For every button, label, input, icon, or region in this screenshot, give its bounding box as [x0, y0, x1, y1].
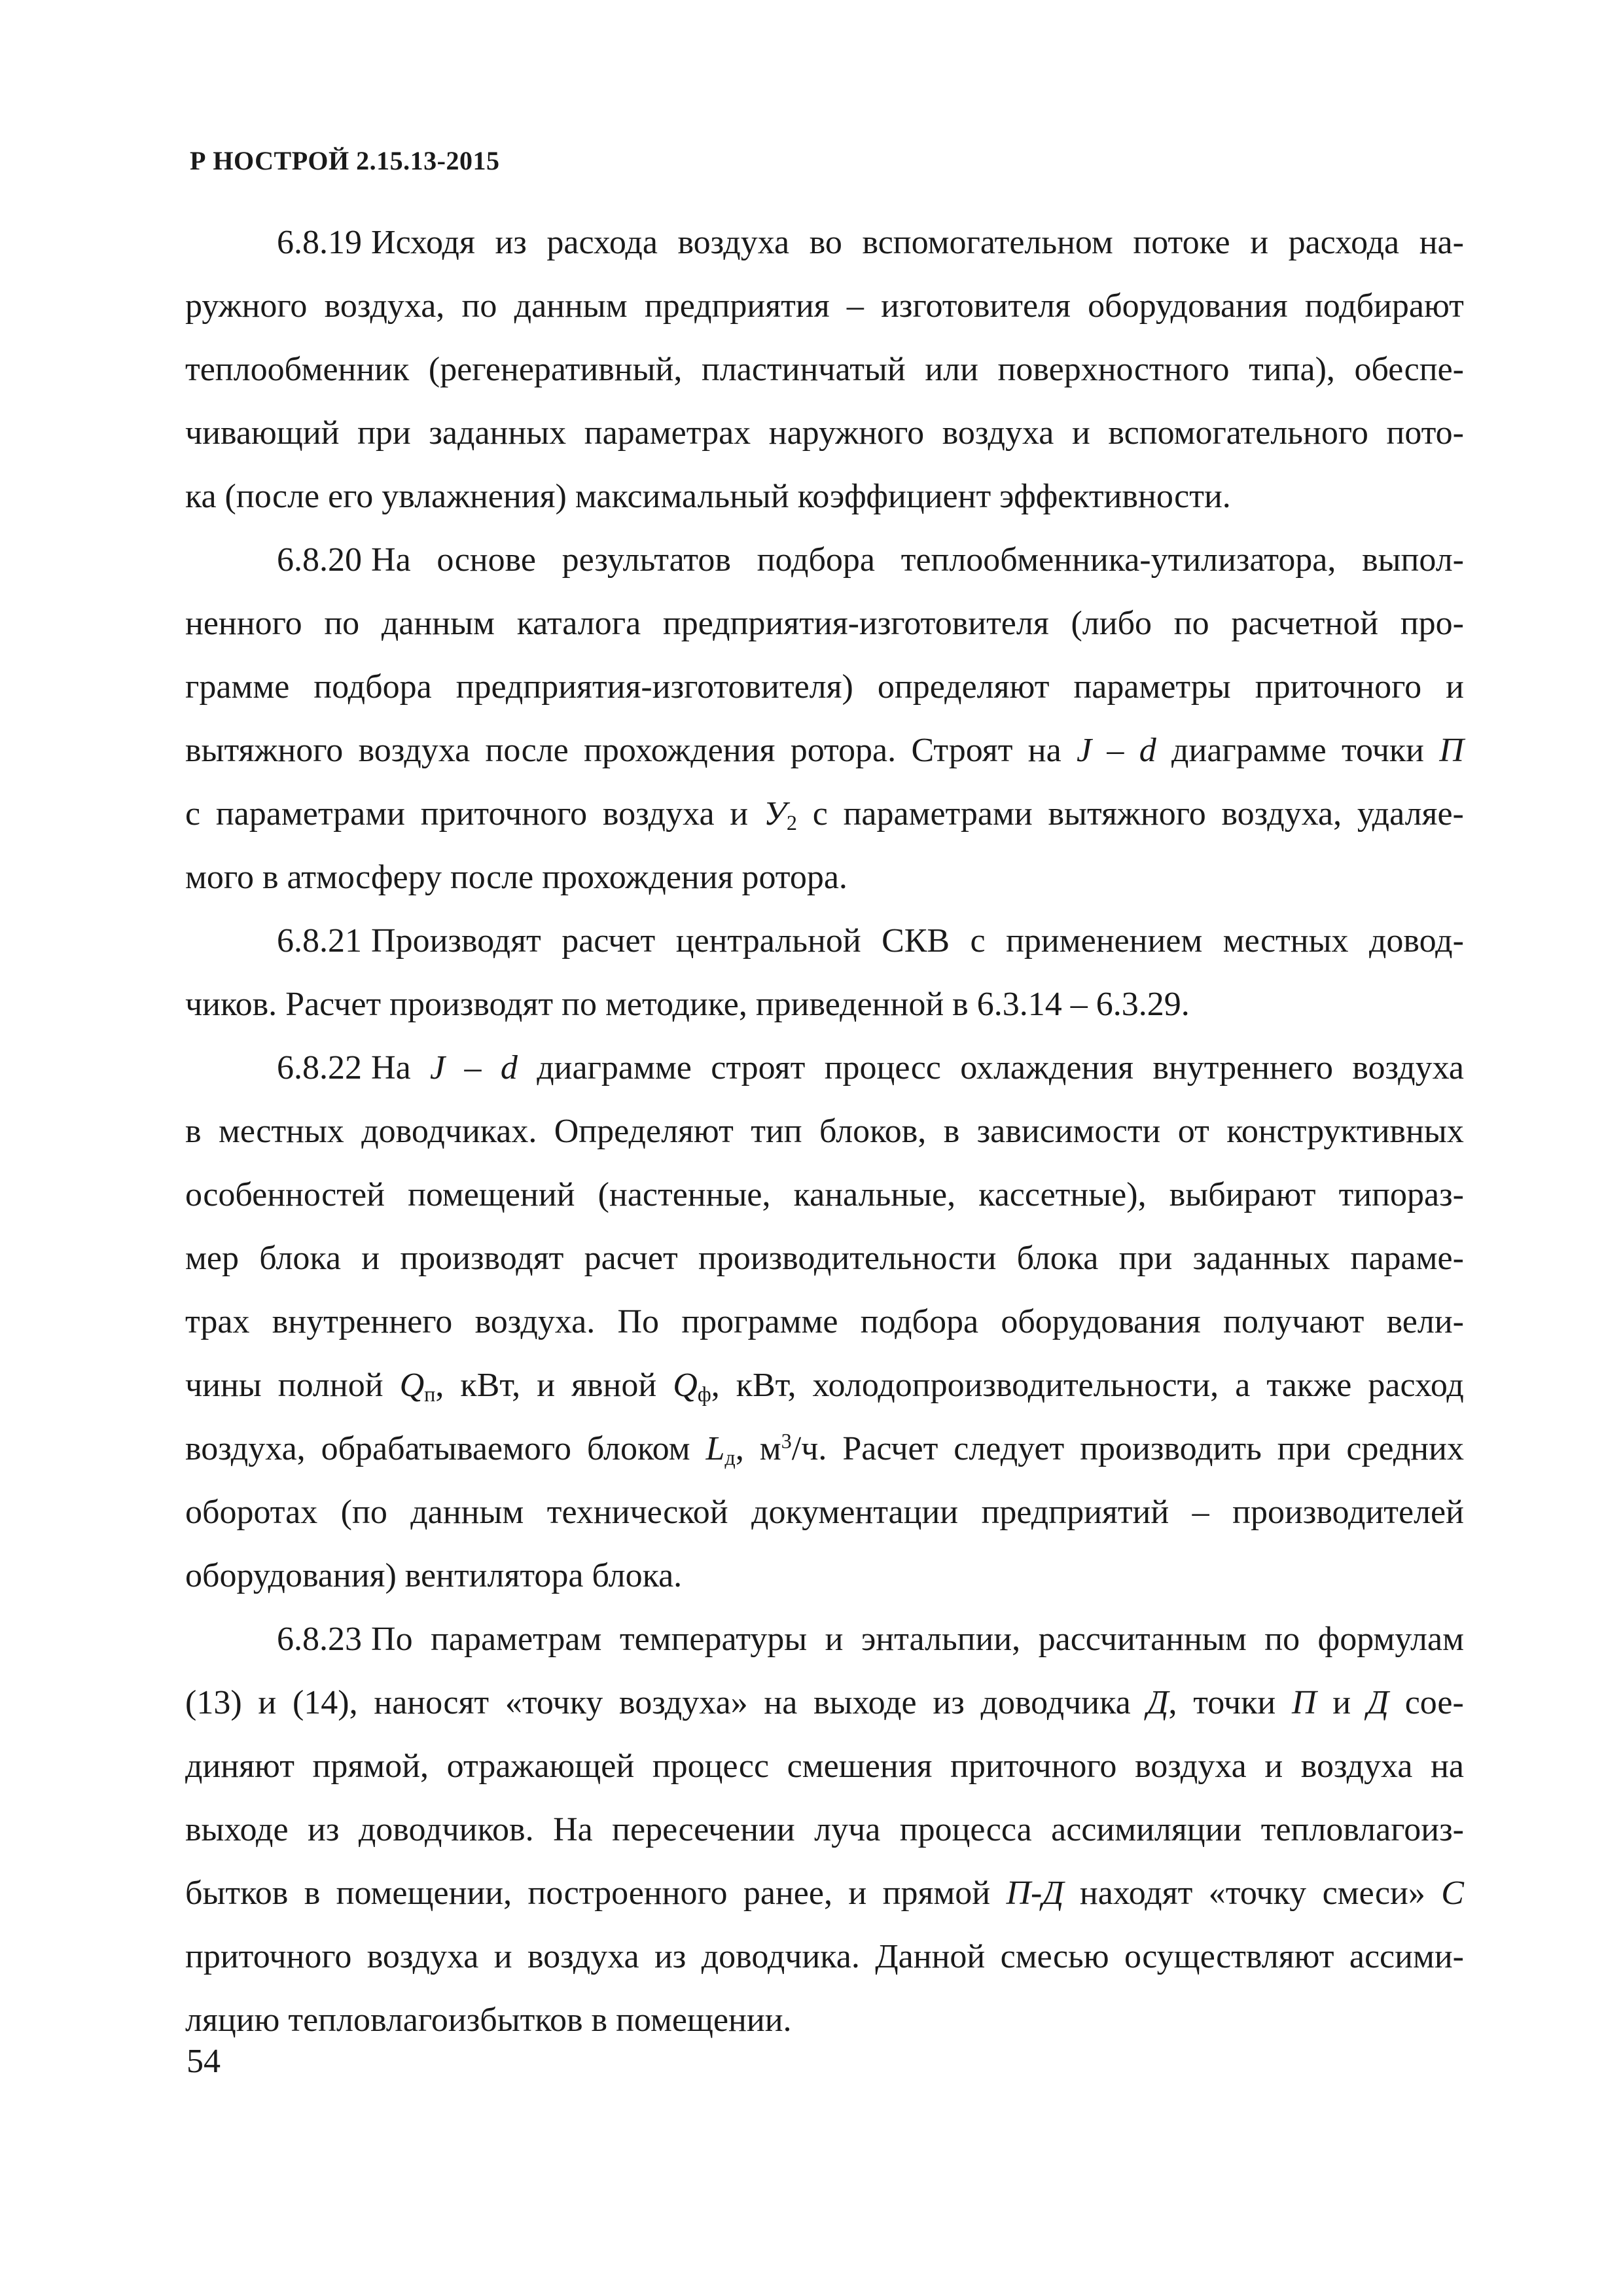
- line-text: мер блока и производят расчет производительности блока при заданных параме-: [185, 1240, 1464, 1277]
- line-text: ненного по данным каталога предприятия-изготовителя (либо по расчетной про-: [185, 605, 1464, 642]
- line-text: в местных доводчиках. Определяют тип блоков, в зависимости от конструктивных: [185, 1113, 1464, 1150]
- line-text: Производят расчет центральной СКВ с применением местных довод-: [371, 922, 1464, 960]
- document-body: [185, 211, 1464, 2052]
- section-number: 6.8.19: [277, 224, 362, 261]
- text-line: [185, 1798, 1464, 1861]
- line-text: (13) и (14), наносят «точку воздуха» на выходе из доводчика Д, точки П и Д сое-: [185, 1684, 1464, 1721]
- line-text: ляцию тепловлагоизбытков в помещении.: [185, 2001, 792, 2039]
- paragraph-6-8-22: [185, 1036, 1464, 1607]
- line-text: оборудования) вентилятора блока.: [185, 1557, 683, 1594]
- text-line: [185, 1607, 1464, 1671]
- text-line: [185, 338, 1464, 401]
- text-line: [185, 1100, 1464, 1163]
- line-text: оборотах (по данным технической документации предприятий – производителей: [185, 1494, 1464, 1531]
- line-text: ружного воздуха, по данным предприятия – изготовителя оборудования подбирают: [185, 287, 1464, 325]
- text-line: [185, 719, 1464, 782]
- text-line: [185, 274, 1464, 338]
- line-text: На J – d диаграмме строят процесс охлаждения внутреннего воздуха: [371, 1049, 1464, 1086]
- text-line: [185, 1480, 1464, 1544]
- line-text: ка (после его увлажнения) максимальный коэффициент эффективности.: [185, 478, 1231, 515]
- text-line: [185, 1988, 1464, 2052]
- line-text: особенностей помещений (настенные, канальные, кассетные), выбирают типораз-: [185, 1176, 1464, 1213]
- line-text: трах внутреннего воздуха. По программе подбора оборудования получают вели-: [185, 1303, 1464, 1340]
- paragraph-6-8-20: [185, 528, 1464, 909]
- section-number: 6.8.23: [277, 1621, 362, 1658]
- line-text: По параметрам температуры и энтальпии, рассчитанным по формулам: [371, 1621, 1464, 1658]
- text-line: [185, 1925, 1464, 1988]
- line-text: диняют прямой, отражающей процесс смешения приточного воздуха и воздуха на: [185, 1748, 1464, 1785]
- text-line: [185, 528, 1464, 592]
- paragraph-6-8-23: [185, 1607, 1464, 2052]
- line-text: приточного воздуха и воздуха из доводчика. Данной смесью осуществляют ассими-: [185, 1938, 1464, 1975]
- text-line: [185, 1163, 1464, 1227]
- text-line: [185, 1544, 1464, 1607]
- line-text: воздуха, обрабатываемого блоком $L_д$, $м^3/ч$. Расчет следует производить при средних: [185, 1429, 1464, 1470]
- text-line: [185, 1290, 1464, 1354]
- text-line: [185, 465, 1464, 528]
- line-text: бытков в помещении, построенного ранее, и прямой П-Д находят «точку смеси» С: [185, 1874, 1464, 1912]
- line-text: чивающий при заданных параметрах наружного воздуха и вспомогательного пото-: [185, 414, 1464, 452]
- text-line: [185, 401, 1464, 465]
- line-text: мого в атмосферу после прохождения ротора.: [185, 859, 847, 896]
- section-number: 6.8.21: [277, 922, 362, 960]
- text-line: [185, 1036, 1464, 1100]
- text-line: [185, 782, 1464, 846]
- text-line: [185, 1861, 1464, 1925]
- section-number: 6.8.22: [277, 1049, 362, 1086]
- paragraph-6-8-21: [185, 909, 1464, 1036]
- text-line: [185, 846, 1464, 909]
- line-text: вытяжного воздуха после прохождения ротора. Строят на J – d диаграмме точки П: [185, 732, 1464, 769]
- line-text: грамме подбора предприятия-изготовителя) определяют параметры приточного и: [185, 668, 1464, 706]
- line-text: Исходя из расхода воздуха во вспомогательном потоке и расхода на-: [371, 224, 1464, 261]
- document-code-header: Р НОСТРОЙ 2.15.13-2015: [190, 146, 500, 175]
- text-line: [185, 592, 1464, 655]
- text-line: [185, 1354, 1464, 1417]
- text-line: [185, 1671, 1464, 1734]
- text-line: [185, 211, 1464, 274]
- line-text: чины полной $Q_п$, кВт, и явной $Q_ф$, кВт, холодопроизводительности, а также расход: [185, 1367, 1464, 1407]
- text-line: [185, 655, 1464, 719]
- text-line: [185, 1734, 1464, 1798]
- sections-container: [185, 211, 1464, 2052]
- paragraph-6-8-19: [185, 211, 1464, 528]
- text-line: [185, 1227, 1464, 1290]
- line-text: теплообменник (регенеративный, пластинчатый или поверхностного типа), обеспе-: [185, 351, 1464, 388]
- line-text: чиков. Расчет производят по методике, приведенной в 6.3.14 – 6.3.29.: [185, 986, 1190, 1023]
- line-text: На основе результатов подбора теплообменника-утилизатора, выпол-: [371, 541, 1464, 579]
- text-line: [185, 909, 1464, 973]
- page-number: 54: [187, 2043, 221, 2080]
- section-number: 6.8.20: [277, 541, 362, 579]
- line-text: выходе из доводчиков. На пересечении луча процесса ассимиляции тепловлагоиз-: [185, 1811, 1464, 1848]
- text-line: [185, 1417, 1464, 1480]
- text-line: [185, 973, 1464, 1036]
- line-text: с параметрами приточного воздуха и $У_2$ с параметрами вытяжного воздуха, удаляе-: [185, 795, 1464, 835]
